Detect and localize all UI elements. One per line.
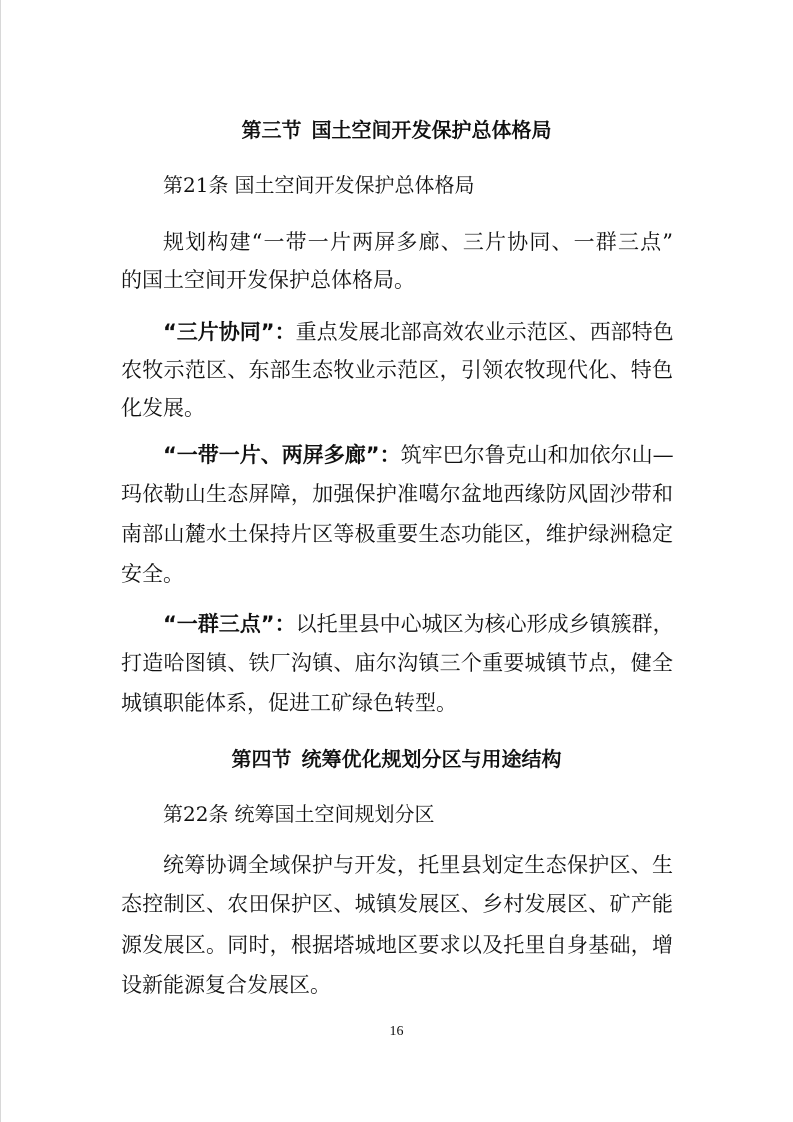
paragraph-line: 源发展区。同时，根据塔城地区要求以及托里自身基础，增 — [121, 933, 673, 957]
paragraph-line: 安全。 — [121, 562, 184, 586]
paragraph-line: 打造哈图镇、铁厂沟镇、庙尔沟镇三个重要城镇节点，健全 — [121, 651, 673, 675]
section-heading-3 — [0, 116, 793, 144]
paragraph-line: 城镇职能体系，促进工矿绿色转型。 — [121, 691, 457, 715]
paragraph-line: 统筹协调全域保护与开发，托里县划定生态保护区、生 — [163, 853, 673, 877]
page-number: 16 — [389, 1024, 404, 1039]
paragraph-text: 筑牢巴尔鲁克山和加依尔山— — [400, 443, 674, 467]
paragraph-line: 的国土空间开发保护总体格局。 — [121, 268, 415, 292]
article-title: 国土空间开发保护总体格局 — [234, 173, 475, 197]
article-number: 第21条 — [163, 173, 229, 197]
section-title: 国土空间开发保护总体格局 — [311, 118, 552, 142]
article-heading-22 — [163, 800, 434, 828]
paragraph-line: 态控制区、农田保护区、城镇发展区、乡村发展区、矿产能 — [121, 892, 673, 916]
paragraph-lead: “一群三点”： — [163, 612, 296, 636]
page-edge-line — [0, 0, 1, 1122]
paragraph-line: 规划构建“一带一片两屏多廊、三片协同、一群三点” — [163, 230, 673, 254]
paragraph-lead: “一带一片、两屏多廊”： — [163, 443, 401, 467]
paragraph-text: 重点发展北部高效农业示范区、西部特色 — [295, 320, 674, 344]
paragraph-line: 化发展。 — [121, 396, 205, 420]
article-number: 第22条 — [163, 802, 229, 826]
section-heading-4 — [0, 745, 793, 773]
article-title: 统筹国土空间规划分区 — [234, 802, 435, 826]
paragraph-text: 以托里县中心城区为核心形成乡镇簇群， — [295, 612, 674, 636]
paragraph-line: 农牧示范区、东部生态牧业示范区，引领农牧现代化、特色 — [121, 358, 673, 382]
section-number: 第三节 — [241, 118, 302, 142]
paragraph-lead: “三片协同”： — [163, 320, 296, 344]
section-title: 统筹优化规划分区与用途结构 — [301, 747, 562, 771]
paragraph-line — [163, 318, 673, 346]
article-heading-21 — [163, 171, 474, 199]
paragraph-line: 玛依勒山生态屏障，加强保护准噶尔盆地西缘防风固沙带和 — [121, 482, 673, 506]
paragraph-line — [163, 610, 673, 638]
paragraph-line: 南部山麓水土保持片区等极重要生态功能区，维护绿洲稳定 — [121, 522, 673, 546]
section-number: 第四节 — [231, 747, 292, 771]
paragraph-line: 设新能源复合发展区。 — [121, 973, 331, 997]
paragraph-line — [163, 441, 673, 469]
